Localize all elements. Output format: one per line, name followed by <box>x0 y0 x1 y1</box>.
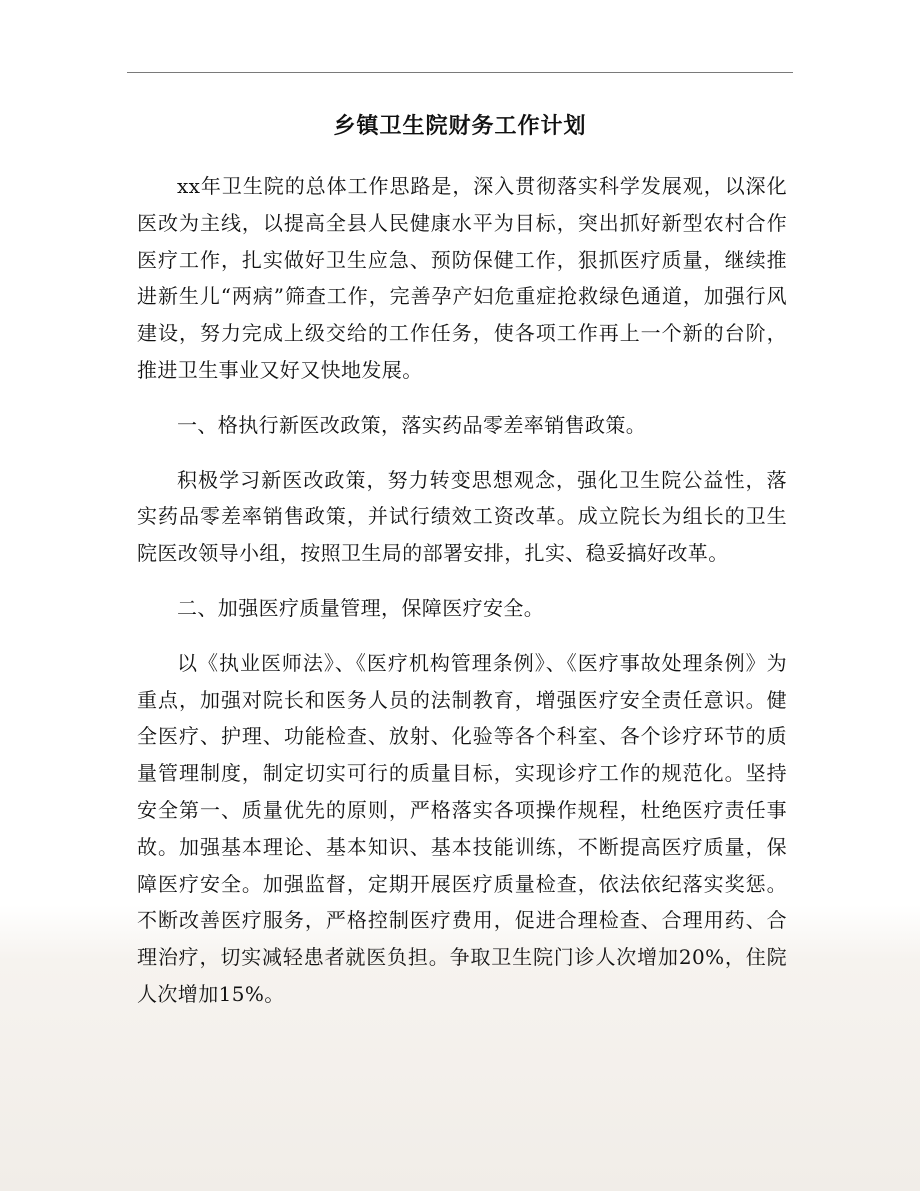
paragraph-intro: xx年卫生院的总体工作思路是，深入贯彻落实科学发展观，以深化医改为主线，以提高全县人民健康水平为目标，突出抓好新型农村合作医疗工作，扎实做好卫生应急、预防保健工作，狠抓医疗质量，继续推进新生儿“两病”筛查工作，完善孕产妇危重症抢救绿色通道，加强行风建设，努力完成上级交给的工作任务，使各项工作再上一个新的台阶，推进卫生事业又好又快地发展。 <box>137 174 787 382</box>
section-heading-2: 二、加强医疗质量管理，保障医疗安全。 <box>177 595 545 620</box>
paragraph-section-2: 以《执业医师法》、《医疗机构管理条例》、《医疗事故处理条例》为重点，加强对院长和医务人员的法制教育，增强医疗安全责任意识。健全医疗、护理、功能检查、放射、化验等各个科室、各个诊疗环节的质量管理制度，制定切实可行的质量目标，实现诊疗工作的规范化。坚持安全第一、质量优先的原则，严格落实各项操作规程，杜绝医疗责任事故。加强基本理论、基本知识、基本技能训练，不断提高医疗质量，保障医疗安全。加强监督，定期开展医疗质量检查，依法依纪落实奖惩。不断改善医疗服务，严格控制医疗费用，促进合理检查、合理用药、合理治疗，切实减轻患者就医负担。争取卫生院门诊人次增加20%，住院人次增加15%。 <box>137 650 787 1006</box>
paragraph-section-1: 积极学习新医改政策，努力转变思想观念，强化卫生院公益性，落实药品零差率销售政策，并试行绩效工资改革。成立院长为组长的卫生院医改领导小组，按照卫生局的部署安排，扎实、稳妥搞好改革。 <box>137 467 787 566</box>
header-rule <box>127 72 793 73</box>
section-heading-1: 一、格执行新医改政策，落实药品零差率销售政策。 <box>177 412 647 437</box>
document-body <box>137 168 787 1031</box>
document-title: 乡镇卫生院财务工作计划 <box>333 113 587 139</box>
